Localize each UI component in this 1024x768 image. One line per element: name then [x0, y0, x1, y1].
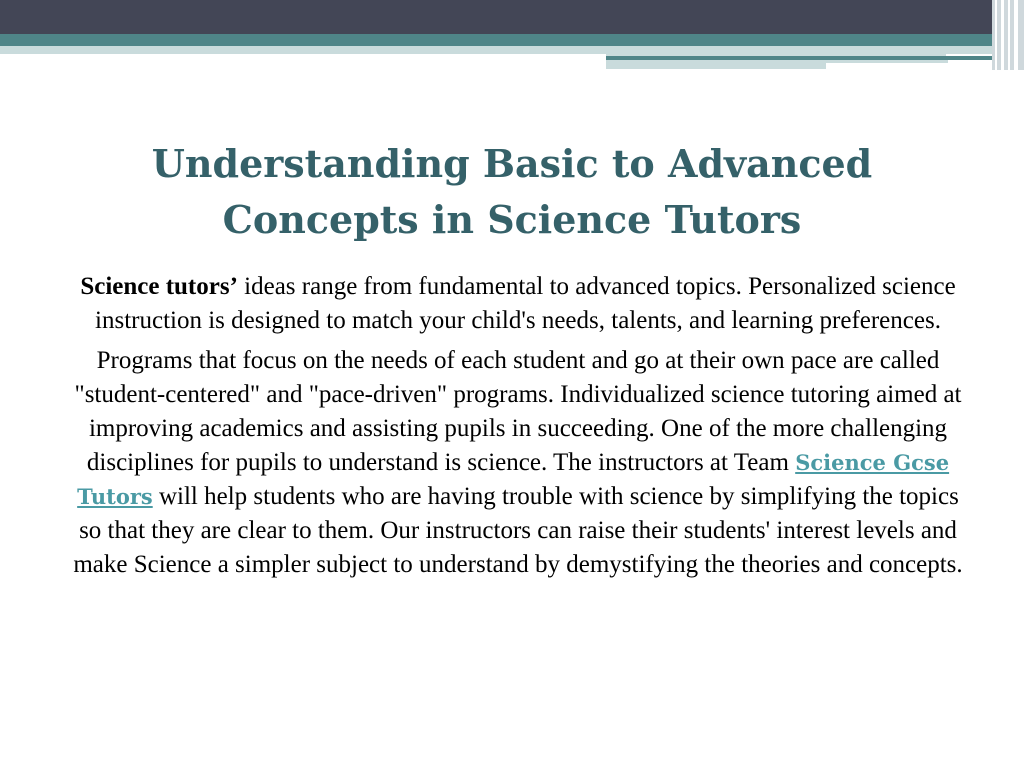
header-accent-strip: [826, 60, 948, 63]
corner-bars-decoration: [992, 0, 1024, 70]
header-band-dark: [0, 0, 1024, 34]
slide-title: [100, 136, 924, 248]
paragraph-details: [70, 344, 966, 582]
paragraph-intro: [70, 270, 966, 338]
slide-title-line: Concepts in Science Tutors: [222, 197, 802, 242]
header-accent-strip: [606, 60, 826, 69]
bold-lead: Science tutors’: [80, 273, 238, 300]
header-notch: [0, 56, 606, 60]
paragraph-text: Programs that focus on the needs of each student and go at their own pace are called "student-centered" and "pace-driven" programs. Individualized science tutoring aimed at improving academics and assisting pupils in succeeding. One of the more challenging disciplines for pupils to understand is science. The instructors at Team: [74, 347, 962, 476]
paragraph-text: will help students who are having trouble with science by simplifying the topics so that they are clear to them. Our instructors can raise their students' interest levels and make Science a simpler subject to understand by demystifying the theories and concepts.: [73, 483, 963, 578]
science-gcse-tutors-link[interactable]: Science Gcse Tutors: [77, 450, 950, 509]
header-band-teal: [0, 34, 1024, 46]
header-band-light: [0, 46, 1024, 54]
slide-body: [70, 270, 966, 588]
slide-title-line: Understanding Basic to Advanced: [151, 141, 873, 186]
paragraph-text: ideas range from fundamental to advanced topics. Personalized science instruction is designed to match your child's needs, talents, and learning preferences.: [95, 273, 956, 334]
